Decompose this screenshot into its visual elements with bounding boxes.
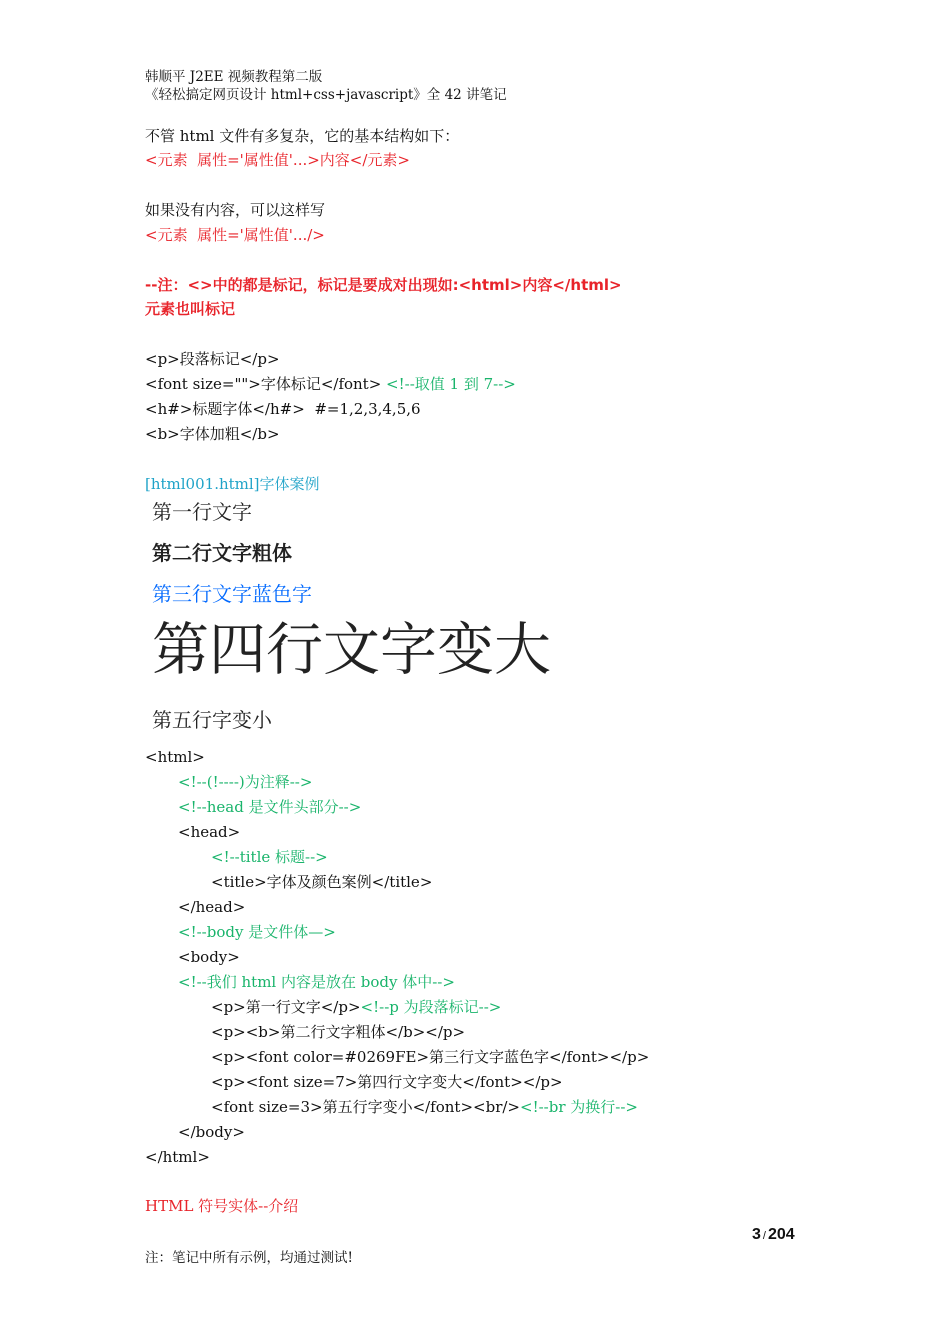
demo-line-4: 第四行文字变大 (152, 617, 551, 683)
tag-font-comment: <!--取值 1 到 7--> (381, 375, 516, 393)
footer-note: 注：笔记中所有示例，均通过测试! (145, 1250, 353, 1266)
demo-line-2: 第二行文字粗体 (152, 541, 292, 565)
note-line-1: --注：<>中的都是标记，标记是要成对出现如:<html>内容</html> (145, 276, 622, 294)
no-content-text: 如果没有内容，可以这样写 (145, 201, 326, 219)
code-html-close: </html> (145, 1148, 210, 1166)
header-line-2: 《轻松搞定网页设计 html+css+javascript》全 42 讲笔记 (145, 87, 507, 103)
code-p3: <p><font color=#0269FE>第三行文字蓝色字</font></p> (211, 1048, 650, 1066)
code-body-open: <body> (178, 948, 240, 966)
tag-p: <p>段落标记</p> (145, 350, 280, 368)
code-comment-body: <!--body 是文件体—> (178, 923, 336, 941)
code-p1-comment: <!--p 为段落标记--> (360, 998, 502, 1016)
code-head-close: </head> (178, 898, 246, 916)
code-comment-title: <!--title 标题--> (211, 848, 328, 866)
tag-font-code: <font size="">字体标记</font> (145, 375, 382, 393)
page-number-total: 204 (767, 1226, 795, 1243)
note-line-2: 元素也叫标记 (145, 300, 236, 318)
header-line-1: 韩顺平 J2EE 视频教程第二版 (145, 69, 323, 85)
tag-h: <h#>标题字体</h#> #=1,2,3,4,5,6 (145, 400, 421, 418)
example-title: [html001.html]字体案例 (145, 475, 320, 493)
tag-b: <b>字体加粗</b> (145, 425, 280, 443)
code-body-close: </body> (178, 1123, 245, 1141)
demo-line-3: 第三行文字蓝色字 (152, 582, 312, 606)
basic-structure-text: 不管 html 文件有多复杂，它的基本结构如下： (145, 127, 460, 145)
demo-line-1: 第一行文字 (152, 500, 252, 524)
page-number-current: 3 (752, 1226, 761, 1243)
tag-font (145, 373, 516, 395)
page-number-separator: / (762, 1230, 766, 1242)
page-number (752, 1226, 795, 1244)
code-html-open: <html> (145, 748, 205, 766)
element-empty-syntax: <元素 属性='属性值'.../> (145, 226, 325, 244)
code-p1-code: <p>第一行文字</p> (211, 998, 361, 1016)
next-section-title: HTML 符号实体--介绍 (145, 1197, 299, 1215)
code-comment-content: <!--我们 html 内容是放在 body 体中--> (178, 973, 455, 991)
code-title: <title>字体及颜色案例</title> (211, 873, 433, 891)
code-comment-note: <!--(!----)为注释--> (178, 773, 313, 791)
code-p4: <p><font size=7>第四行文字变大</font></p> (211, 1073, 563, 1091)
code-p5-comment: <!--br 为换行--> (520, 1098, 638, 1116)
code-p1 (211, 996, 501, 1018)
code-p5 (211, 1096, 638, 1118)
code-comment-head: <!--head 是文件头部分--> (178, 798, 362, 816)
code-head-open: <head> (178, 823, 241, 841)
demo-line-5: 第五行字变小 (152, 708, 272, 732)
code-p2: <p><b>第二行文字粗体</b></p> (211, 1023, 466, 1041)
code-p5-code: <font size=3>第五行字变小</font><br/> (211, 1098, 520, 1116)
element-syntax: <元素 属性='属性值'...>内容</元素> (145, 151, 410, 169)
